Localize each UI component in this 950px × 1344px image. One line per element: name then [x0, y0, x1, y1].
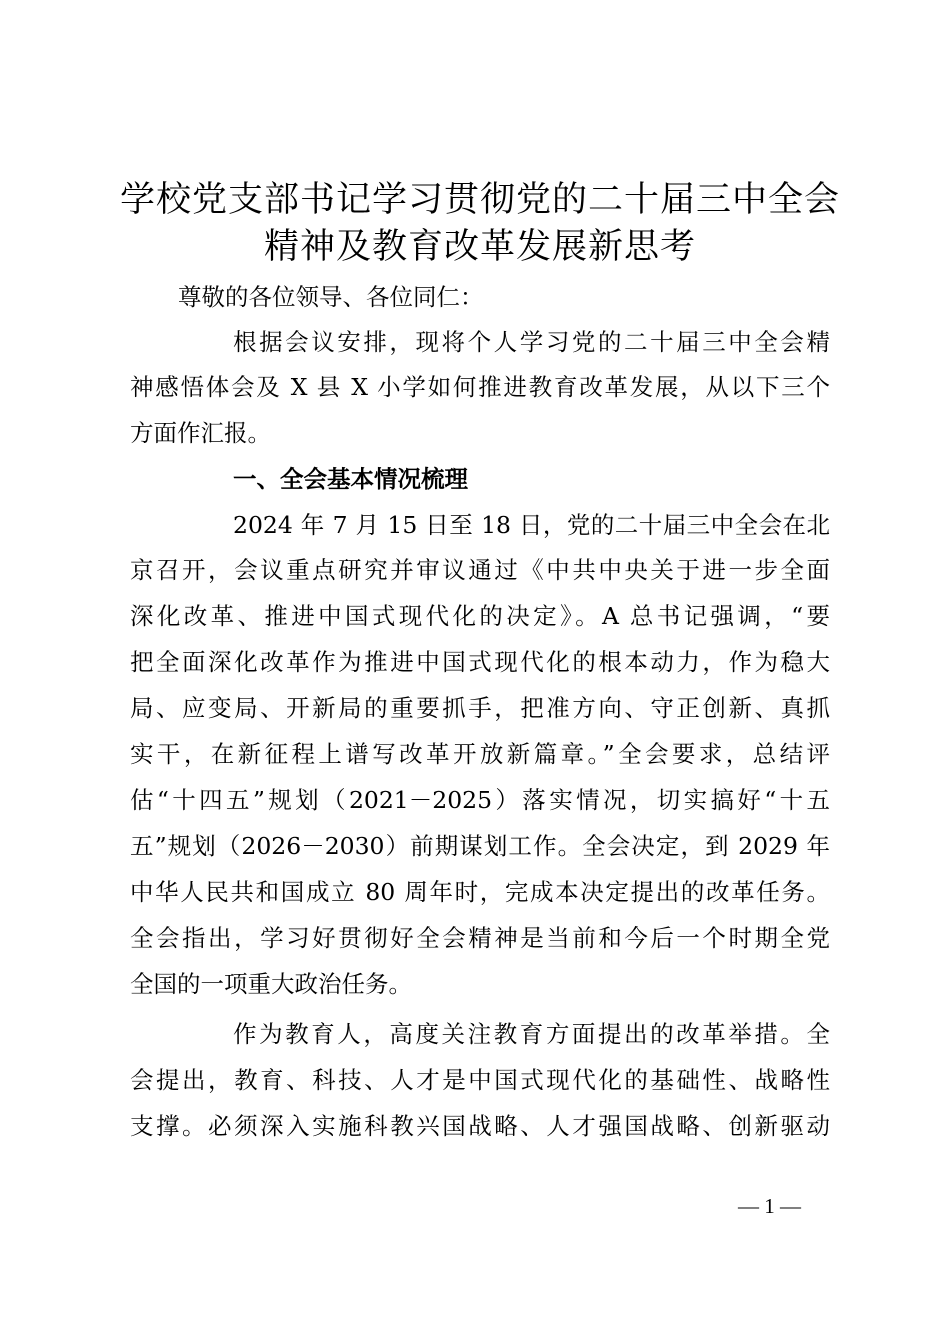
document-title-line-1: 学校党支部书记学习贯彻党的二十届三中全会 — [119, 180, 840, 220]
intro-line-2: 神感悟体会及 X 县 X 小学如何推进教育改革发展，从以下三个 — [130, 373, 830, 401]
paragraph1-line-7: 估“十四五”规划（2021－2025）落实情况，切实搞好“十五 — [130, 786, 830, 814]
page-number: — 1 — — [738, 1194, 801, 1218]
paragraph1-line-2: 京召开，会议重点研究并审议通过《中共中央关于进一步全面 — [130, 556, 830, 584]
paragraph2-line-2: 会提出，教育、科技、人才是中国式现代化的基础性、战略性 — [130, 1066, 830, 1094]
paragraph1-line-6: 实干，在新征程上谱写改革开放新篇章。”全会要求，总结评 — [130, 740, 830, 768]
salutation: 尊敬的各位领导、各位同仁： — [178, 283, 484, 311]
paragraph1-line-1: 2024 年 7 月 15 日至 18 日，党的二十届三中全会在北 — [233, 511, 830, 539]
paragraph1-line-8: 五”规划（2026－2030）前期谋划工作。全会决定，到 2029 年 — [130, 832, 830, 860]
paragraph1-line-10: 全会指出，学习好贯彻好全会精神是当前和今后一个时期全党 — [130, 924, 830, 952]
intro-line-3: 方面作汇报。 — [130, 419, 271, 447]
paragraph1-line-5: 局、应变局、开新局的重要抓手，把准方向、守正创新、真抓 — [130, 694, 830, 722]
document-title-line-2: 精神及教育改革发展新思考 — [263, 227, 696, 267]
paragraph1-line-9: 中华人民共和国成立 80 周年时，完成本决定提出的改革任务。 — [130, 878, 830, 906]
section-heading-1: 一、全会基本情况梳理 — [233, 465, 468, 493]
intro-line-1: 根据会议安排，现将个人学习党的二十届三中全会精 — [233, 328, 830, 356]
paragraph2-line-1: 作为教育人，高度关注教育方面提出的改革举措。全 — [233, 1020, 830, 1048]
paragraph1-line-3: 深化改革、推进中国式现代化的决定》。A 总书记强调，“要 — [130, 602, 830, 630]
paragraph2-line-3: 支撑。必须深入实施科教兴国战略、人才强国战略、创新驱动 — [130, 1112, 830, 1140]
paragraph1-line-11: 全国的一项重大政治任务。 — [130, 970, 412, 998]
paragraph1-line-4: 把全面深化改革作为推进中国式现代化的根本动力，作为稳大 — [130, 648, 830, 676]
